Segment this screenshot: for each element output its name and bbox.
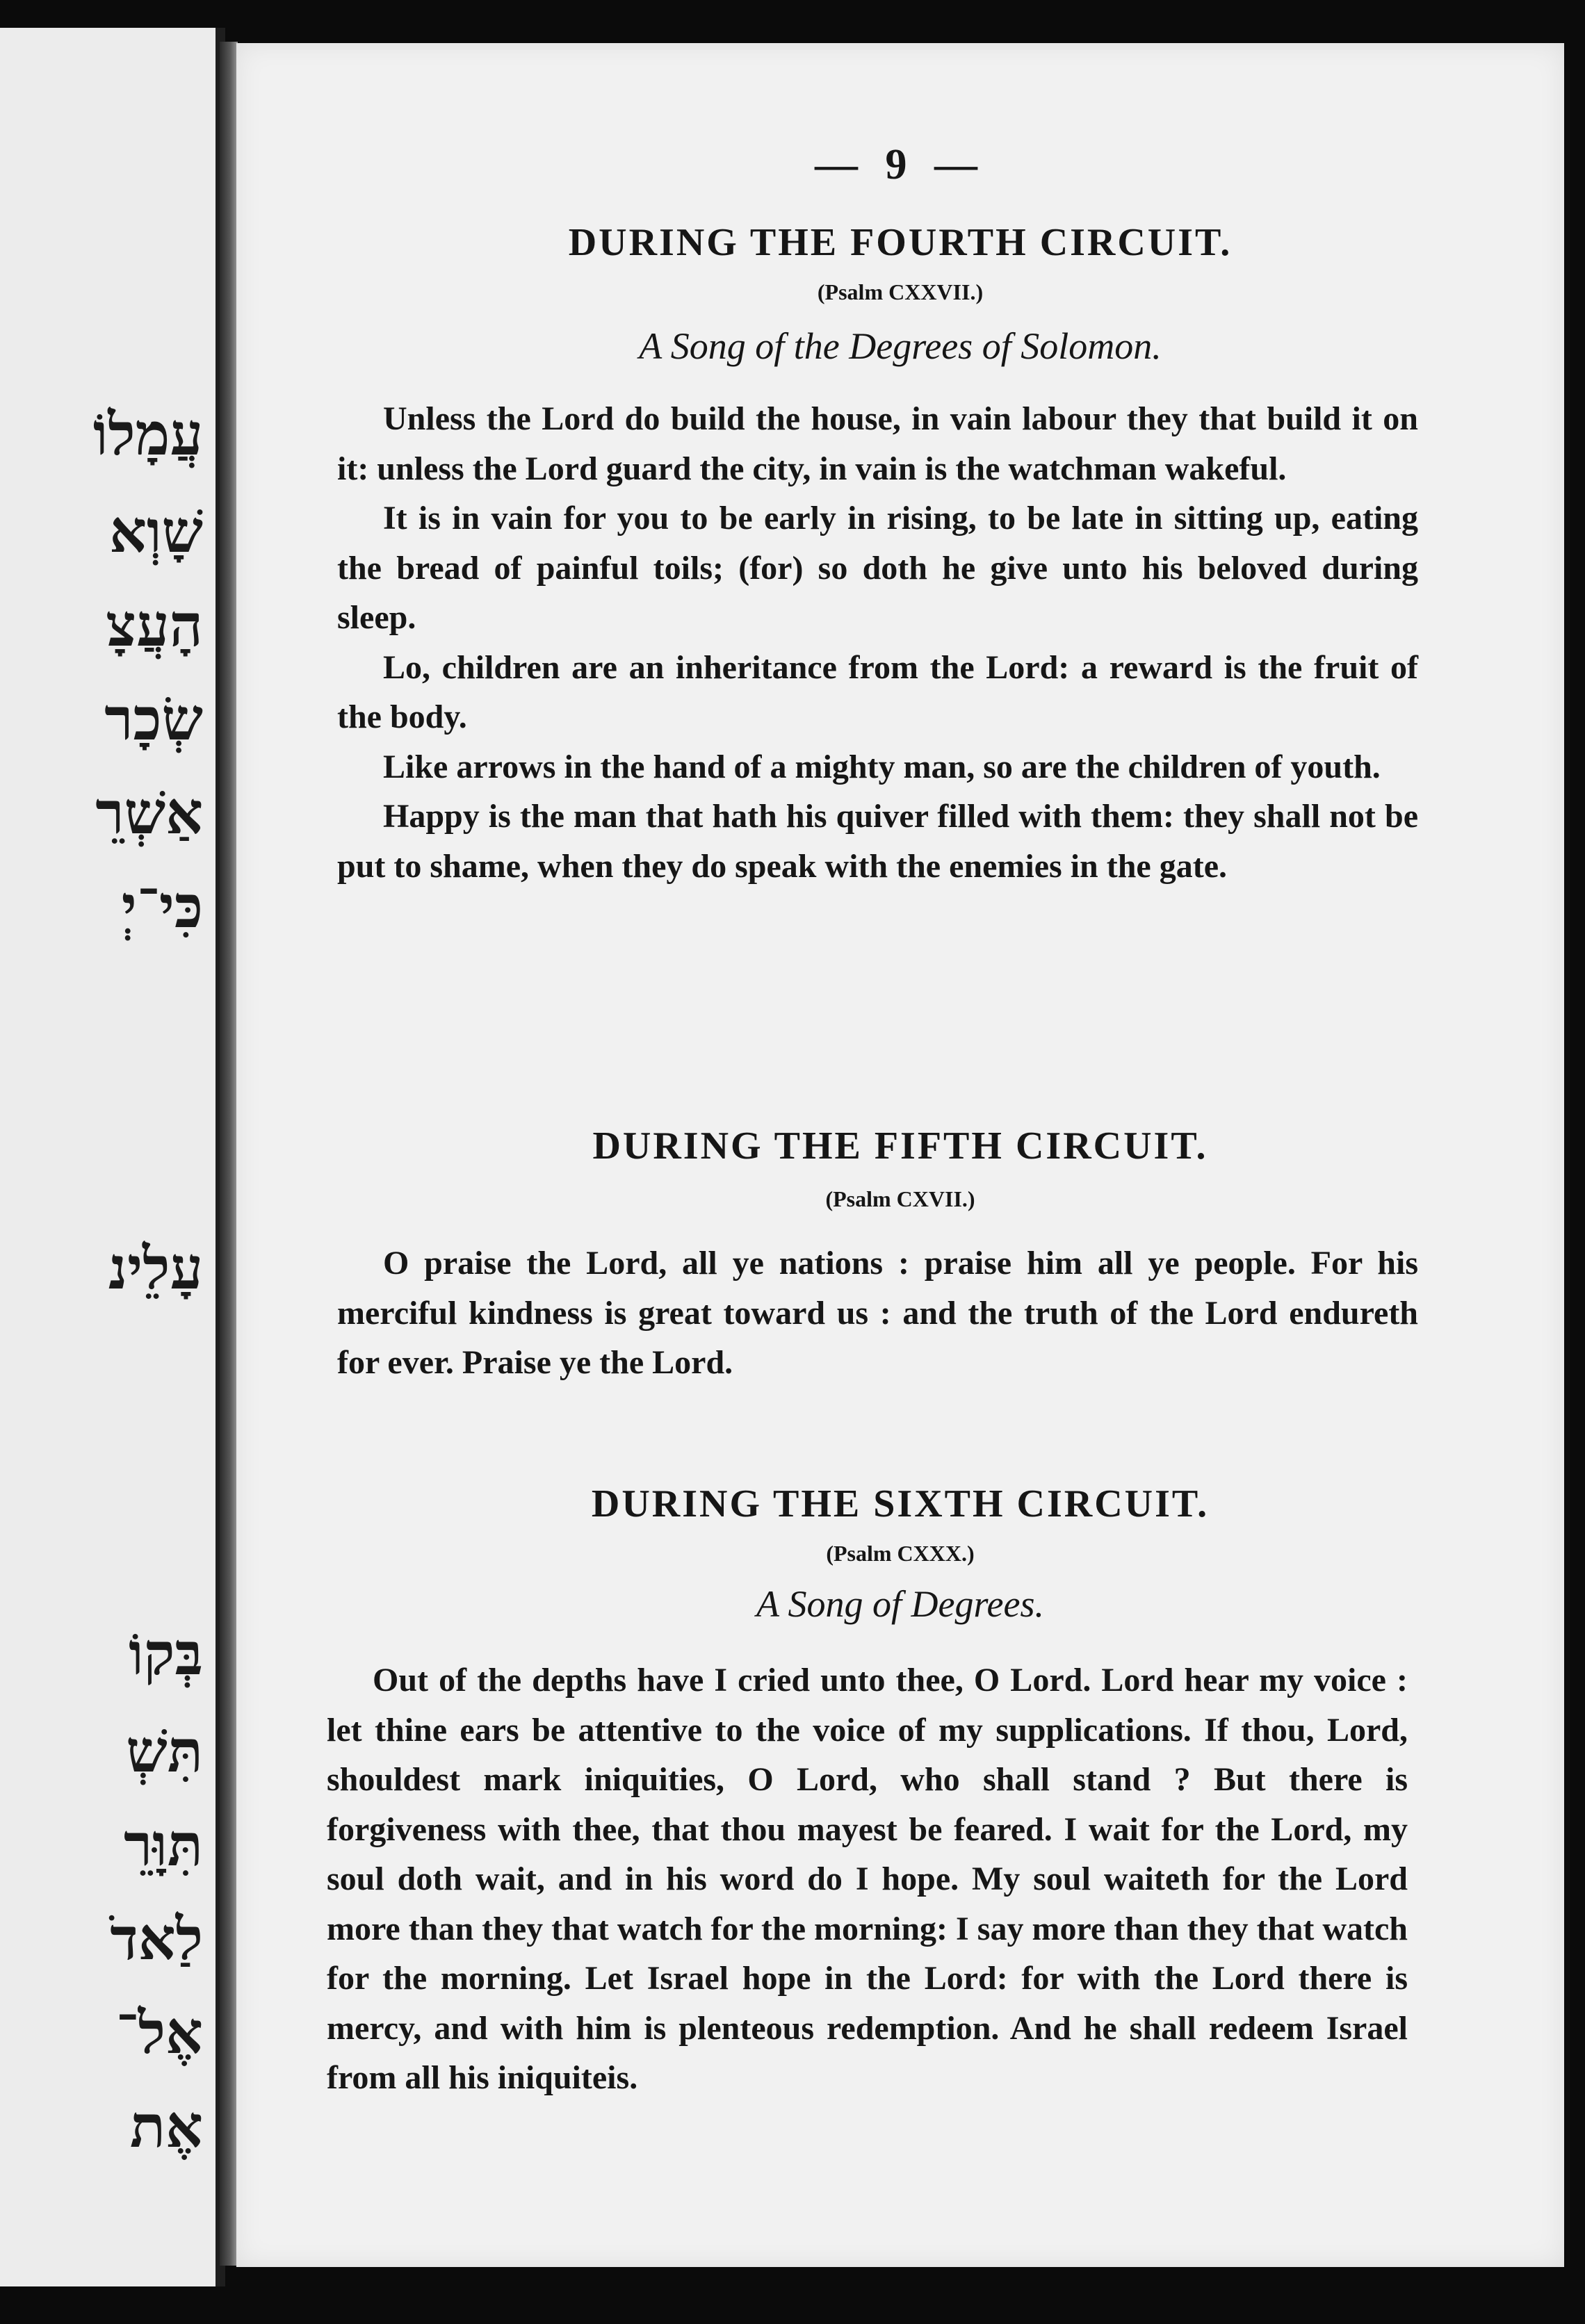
fourth-circuit-text [337, 394, 1418, 891]
fifth-circuit-heading: DURING THE FIFTH CIRCUIT. [592, 1124, 1208, 1168]
sixth-circuit-text [327, 1655, 1408, 2103]
fourth-circuit-title: A Song of the Degrees of Solomon. [639, 325, 1162, 367]
sixth-circuit-title: A Song of Degrees. [756, 1583, 1044, 1625]
hebrew-line: הָעֲצָ [106, 594, 203, 659]
hebrew-line: בְּקוֹ [129, 1623, 203, 1687]
right-page [236, 43, 1564, 2267]
book-gutter [220, 42, 238, 2266]
hebrew-line: עָלֵינ [108, 1237, 203, 1302]
paragraph: It is in vain for you to be early in rising, to be late in sitting up, eating the bread of painful toils; (for) so doth he give unto his beloved during sleep. [337, 500, 1418, 636]
sixth-circuit-heading: DURING THE SIXTH CIRCUIT. [591, 1482, 1210, 1525]
hebrew-line: אֶל־ [115, 2002, 203, 2066]
hebrew-line: כִּי־יְ [121, 876, 203, 940]
hebrew-line: אַשְׁרֵ [95, 782, 203, 846]
page-number: — 9 — [815, 141, 986, 188]
paragraph: O praise the Lord, all ye nations : praise him all ye people. For his merciful kindness is great toward us : and the truth of the Lord endureth for ever. Praise ye the Lord. [337, 1245, 1418, 1381]
fifth-circuit-psalm: (Psalm CXVII.) [825, 1186, 975, 1211]
fourth-circuit-heading: DURING THE FOURTH CIRCUIT. [568, 221, 1233, 264]
hebrew-line: שְׂכָר [104, 688, 203, 753]
hebrew-line: לַאדֹ [110, 1908, 203, 1972]
paragraph: Happy is the man that hath his quiver filled with them: they shall not be put to shame, when they do speak with the enemies in the gate. [337, 798, 1418, 885]
left-page-hebrew [0, 28, 225, 2286]
hebrew-line: עֲמָלוֹ [92, 403, 203, 468]
hebrew-line: שָׁוְא [109, 500, 203, 565]
paragraph: Lo, children are an inheritance from the Lord: a reward is the fruit of the body. [337, 648, 1418, 735]
paragraph: Out of the depths have I cried unto thee, O Lord. Lord hear my voice : let thine ears be attentive to the voice of my supplications. If thou, Lord, shouldest mark iniquities, O Lord, who shall stand ? But there is forgiveness with thee, that thou mayest be feared. I wait for the Lord, my soul doth wait, and in his word do I hope. My soul waiteth for the Lord more than they that watch for the morning: I say more than they that watch for the morning. Let Israel hope in the Lord: for with the Lord there is mercy, and with him is plenteous redemption. And he shall redeem Israel from all his iniquiteis. [327, 1662, 1408, 2096]
fifth-circuit-text [337, 1238, 1418, 1388]
hebrew-line: אֶת [129, 2095, 203, 2160]
hebrew-line: תִּשְׁ [126, 1720, 203, 1785]
paragraph: Like arrows in the hand of a mighty man, so are the children of youth. [383, 748, 1381, 785]
sixth-circuit-psalm: (Psalm CXXX.) [826, 1541, 975, 1566]
fourth-circuit-psalm: (Psalm CXXVII.) [817, 279, 984, 304]
paragraph: Unless the Lord do build the house, in vain labour they that build it on it: unless the Lord guard the city, in vain is the watchman wakeful. [337, 400, 1418, 487]
hebrew-line: תִּוָּרֵ [124, 1814, 203, 1879]
